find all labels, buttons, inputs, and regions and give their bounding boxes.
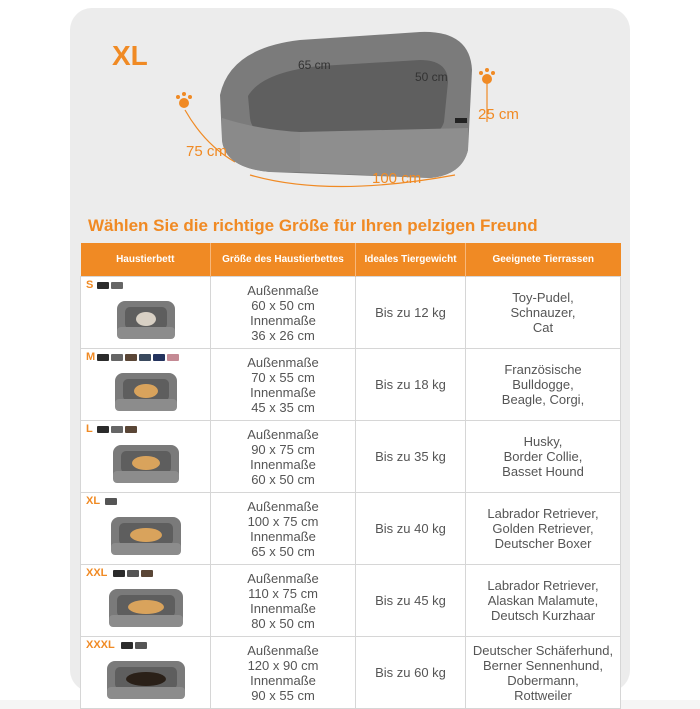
dimension-inner-label: Innenmaße (250, 456, 316, 472)
size-label: XXXL (86, 639, 115, 651)
breed-line: Border Collie, (503, 449, 583, 464)
breed-line: Schnauzer, (510, 305, 576, 320)
dimension-outer-label: Außenmaße (247, 498, 319, 514)
breed-line: Deutsch Kurzhaar (490, 608, 596, 623)
bed-cell (81, 493, 211, 565)
dimensions-cell (211, 565, 356, 637)
dimension-inner: 80 x 50 cm (251, 615, 315, 631)
dimension-inner-label: Innenmaße (250, 384, 316, 400)
header-bed: Haustierbett (81, 243, 211, 277)
dimension-outer-label: Außenmaße (247, 354, 319, 370)
color-swatch (97, 354, 109, 361)
breeds-cell (466, 637, 621, 709)
dimension-outer-label: Außenmaße (247, 426, 319, 442)
breed-line: Beagle, Corgi, (501, 392, 585, 407)
dim-inner-length: 65 cm (298, 58, 331, 72)
breed-line: Deutscher Boxer (494, 536, 592, 551)
weight-cell: Bis zu 45 kg (356, 565, 466, 637)
dimensions-cell (211, 493, 356, 565)
breed-line: Husky, (523, 434, 563, 449)
table-row (81, 637, 621, 709)
dimension-inner: 36 x 26 cm (251, 327, 315, 343)
color-swatches (113, 570, 153, 577)
header-weight: Ideales Tiergewicht (356, 243, 466, 277)
color-swatch (97, 282, 109, 289)
size-label: XL (86, 495, 101, 507)
breeds-cell (466, 277, 621, 349)
color-swatches (121, 642, 147, 649)
table-row (81, 349, 621, 421)
paw-icon (479, 68, 495, 84)
breed-line: Berner Sennenhund, (483, 657, 603, 673)
dimensions-cell (211, 421, 356, 493)
breeds-cell (466, 349, 621, 421)
bed-cell (81, 349, 211, 421)
size-label: M (86, 351, 96, 363)
breed-line: Französische (504, 362, 582, 377)
color-swatch (141, 570, 153, 577)
dimension-outer: 60 x 50 cm (251, 297, 315, 313)
bed-thumbnail-icon (109, 513, 183, 559)
size-label: XXL (86, 567, 108, 579)
dimension-outer: 100 x 75 cm (247, 513, 319, 529)
table-row (81, 565, 621, 637)
dimension-inner-label: Innenmaße (250, 528, 316, 544)
color-swatch (125, 426, 137, 433)
bed-thumbnail-icon (113, 369, 179, 415)
dimension-inner-label: Innenmaße (250, 672, 316, 688)
dimension-outer: 110 x 75 cm (248, 585, 318, 601)
weight-cell: Bis zu 35 kg (356, 421, 466, 493)
dog-bed-illustration (0, 0, 700, 210)
table-header-row (81, 243, 621, 277)
weight-cell: Bis zu 40 kg (356, 493, 466, 565)
color-swatch (121, 642, 133, 649)
dimension-inner: 45 x 35 cm (251, 399, 315, 415)
color-swatch (125, 354, 137, 361)
breed-line: Labrador Retriever, (487, 506, 599, 521)
size-table (80, 243, 621, 709)
dimensions-cell (211, 349, 356, 421)
dimensions-cell (211, 637, 356, 709)
section-heading: Wählen Sie die richtige Größe für Ihren pelzigen Freund (88, 216, 538, 235)
breed-line: Toy-Pudel, (512, 290, 574, 305)
breeds-cell (466, 421, 621, 493)
breeds-cell (466, 565, 621, 637)
dim-inner-width: 50 cm (415, 70, 448, 84)
bed-cell (81, 637, 211, 709)
dimension-outer-label: Außenmaße (247, 282, 319, 298)
bed-cell (81, 421, 211, 493)
color-swatch (111, 354, 123, 361)
bed-cell (81, 277, 211, 349)
weight-cell: Bis zu 60 kg (356, 637, 466, 709)
dimension-outer-label: Außenmaße (247, 642, 319, 658)
header-bed-size: Größe des Haustierbettes (211, 243, 356, 277)
size-label: L (86, 423, 93, 435)
color-swatch (111, 282, 123, 289)
color-swatches (97, 282, 123, 289)
table-row (81, 421, 621, 493)
bed-thumbnail-icon (107, 585, 185, 631)
weight-cell: Bis zu 12 kg (356, 277, 466, 349)
dimension-inner-label: Innenmaße (250, 600, 316, 616)
dim-outer-width: 75 cm (186, 143, 227, 160)
breed-line: Basset Hound (502, 464, 584, 479)
color-swatches (97, 426, 137, 433)
bed-thumbnail-icon (115, 297, 177, 343)
breed-line: Golden Retriever, (492, 521, 594, 536)
breeds-cell (466, 493, 621, 565)
weight-cell: Bis zu 18 kg (356, 349, 466, 421)
dim-height: 25 cm (478, 106, 519, 123)
dimension-inner: 90 x 55 cm (251, 687, 315, 703)
dimension-inner: 65 x 50 cm (251, 543, 315, 559)
color-swatch (113, 570, 125, 577)
dimension-outer: 70 x 55 cm (251, 369, 315, 385)
dimension-inner-label: Innenmaße (250, 312, 316, 328)
color-swatches (97, 354, 179, 361)
dimension-inner: 60 x 50 cm (251, 471, 315, 487)
breed-line: Deutscher Schäferhund, (472, 642, 614, 658)
color-swatch (97, 426, 109, 433)
color-swatch (167, 354, 179, 361)
color-swatch (111, 426, 123, 433)
size-label: S (86, 279, 94, 291)
color-swatch (153, 354, 165, 361)
color-swatch (135, 642, 147, 649)
bed-cell (81, 565, 211, 637)
dimension-outer: 90 x 75 cm (251, 441, 315, 457)
breed-line: Labrador Retriever, (487, 578, 599, 593)
dimension-outer-label: Außenmaße (247, 570, 319, 586)
breed-line: Alaskan Malamute, (487, 593, 599, 608)
table-row (81, 493, 621, 565)
color-swatch (127, 570, 139, 577)
breed-line: Rottweiler (514, 687, 572, 703)
bed-thumbnail-icon (105, 657, 187, 703)
bed-thumbnail-icon (111, 441, 181, 487)
breed-line: Bulldogge, (512, 377, 574, 392)
breed-line: Dobermann, (507, 672, 579, 688)
header-breeds: Geeignete Tierrassen (466, 243, 621, 277)
table-row (81, 277, 621, 349)
dimensions-cell (211, 277, 356, 349)
color-swatch (105, 498, 117, 505)
hero-size-label: XL (112, 40, 148, 71)
color-swatch (139, 354, 151, 361)
dim-outer-length: 100 cm (372, 170, 422, 187)
color-swatches (105, 498, 117, 505)
paw-icon (176, 92, 192, 108)
breed-line: Cat (532, 320, 554, 335)
dimension-outer: 120 x 90 cm (247, 657, 319, 673)
